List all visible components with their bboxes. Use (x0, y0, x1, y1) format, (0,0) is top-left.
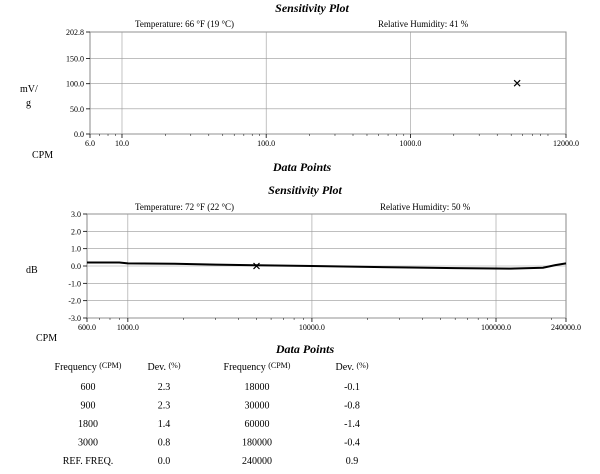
chart-2-x-axis-label: Data Points (275, 342, 335, 356)
chart-2-y-tick-label: 0.0 (71, 262, 81, 271)
table-cell: 3000 (78, 437, 98, 449)
chart-1-data-point (514, 80, 520, 86)
table-column-header: Dev. (%) (147, 361, 181, 373)
chart-1-humidity: Relative Humidity: 41 % (378, 19, 469, 29)
chart-2-y-axis (68, 210, 87, 323)
table-cell: 18000 (244, 382, 270, 393)
chart-1-title: Sensitivity Plot (275, 1, 349, 15)
chart-2-y-tick-label: 2.0 (71, 227, 81, 237)
table-cell: -0.4 (344, 437, 360, 449)
table-cell: 2.3 (157, 382, 171, 393)
chart-2-title: Sensitivity Plot (268, 183, 342, 197)
chart-1-x-tick-label: 100.0 (257, 139, 276, 148)
chart-1-x-tick-label: 10.0 (114, 139, 129, 148)
chart-2-y-tick-label: -3.0 (68, 314, 81, 323)
chart-2-y-tick-label: 1.0 (71, 244, 81, 254)
table-cell: 60000 (244, 419, 270, 430)
chart-1-y-tick-label: 150.0 (66, 54, 84, 64)
chart-1-y-axis-label: mV/ g (20, 84, 38, 109)
chart-1-y-axis (66, 28, 90, 139)
chart-2-x-tick-label: 600.0 (78, 323, 96, 332)
chart-2-x-axis (78, 318, 581, 332)
chart-1-y-tick-label: 0.0 (74, 130, 84, 139)
chart-1-y-tick-label: 202.8 (66, 28, 84, 37)
chart-1-series (514, 80, 520, 86)
chart-1-x-axis (85, 134, 579, 148)
table-column-header: Frequency $^{(CPM)}$ (54, 361, 122, 373)
chart-1-x-axis-label: Data Points (272, 160, 332, 174)
chart-1-x-tick-label: 6.0 (85, 139, 95, 148)
chart-1-x-tick-label: 12000.0 (553, 139, 579, 148)
table-cell: REF. FREQ. (62, 456, 114, 467)
chart-1-y-tick-label: 50.0 (70, 104, 84, 114)
chart-2-temperature: Temperature: 72 °F (22 °C) (135, 202, 235, 212)
table-cell: 1.4 (157, 419, 171, 430)
chart-2-y-tick-label: -1.0 (68, 279, 81, 289)
table-cell: 600 (80, 382, 96, 393)
table-cell: 0.0 (157, 456, 171, 467)
chart-1-y-tick-label: 100.0 (66, 79, 84, 89)
table-cell: 0.9 (345, 456, 359, 467)
chart-2 (26, 183, 581, 356)
table-cell: 900 (80, 400, 96, 412)
chart-1-plot-area (90, 32, 566, 134)
table-cell: 2.3 (157, 400, 171, 412)
chart-2-x-unit: CPM (36, 333, 58, 344)
chart-2-x-tick-label: 1000.0 (116, 323, 139, 332)
chart-2-x-tick-label: 10000.0 (298, 323, 325, 332)
chart-2-y-tick-label: 3.0 (71, 210, 81, 219)
table-cell: -1.4 (344, 419, 360, 430)
table-cell: 180000 (242, 437, 272, 449)
chart-2-series-line-0 (87, 263, 566, 269)
table-cell: -0.8 (344, 400, 360, 412)
table-cell: 30000 (244, 400, 270, 412)
deviation-table (55, 361, 369, 467)
table-cell: 240000 (242, 456, 272, 467)
chart-2-humidity: Relative Humidity: 50 % (380, 202, 471, 212)
table-cell: 1800 (78, 419, 98, 430)
chart-2-y-axis-label: dB (26, 265, 38, 276)
chart-1-x-unit: CPM (32, 150, 54, 161)
chart-1-temperature: Temperature: 66 °F (19 °C) (135, 19, 235, 29)
chart-2-y-tick-label: -2.0 (68, 296, 81, 306)
chart-1-grid (90, 32, 566, 134)
table-cell: -0.1 (344, 382, 360, 393)
table-cell: 0.8 (157, 437, 171, 449)
chart-2-x-tick-label: 100000.0 (481, 323, 512, 332)
chart-1-x-tick-label: 1000.0 (399, 139, 422, 148)
table-column-header: Dev. (%) (335, 361, 369, 373)
table-column-header: Frequency $^{(CPM)}$ (223, 361, 291, 373)
chart-1 (20, 1, 579, 174)
chart-2-x-tick-label: 240000.0 (551, 323, 581, 332)
